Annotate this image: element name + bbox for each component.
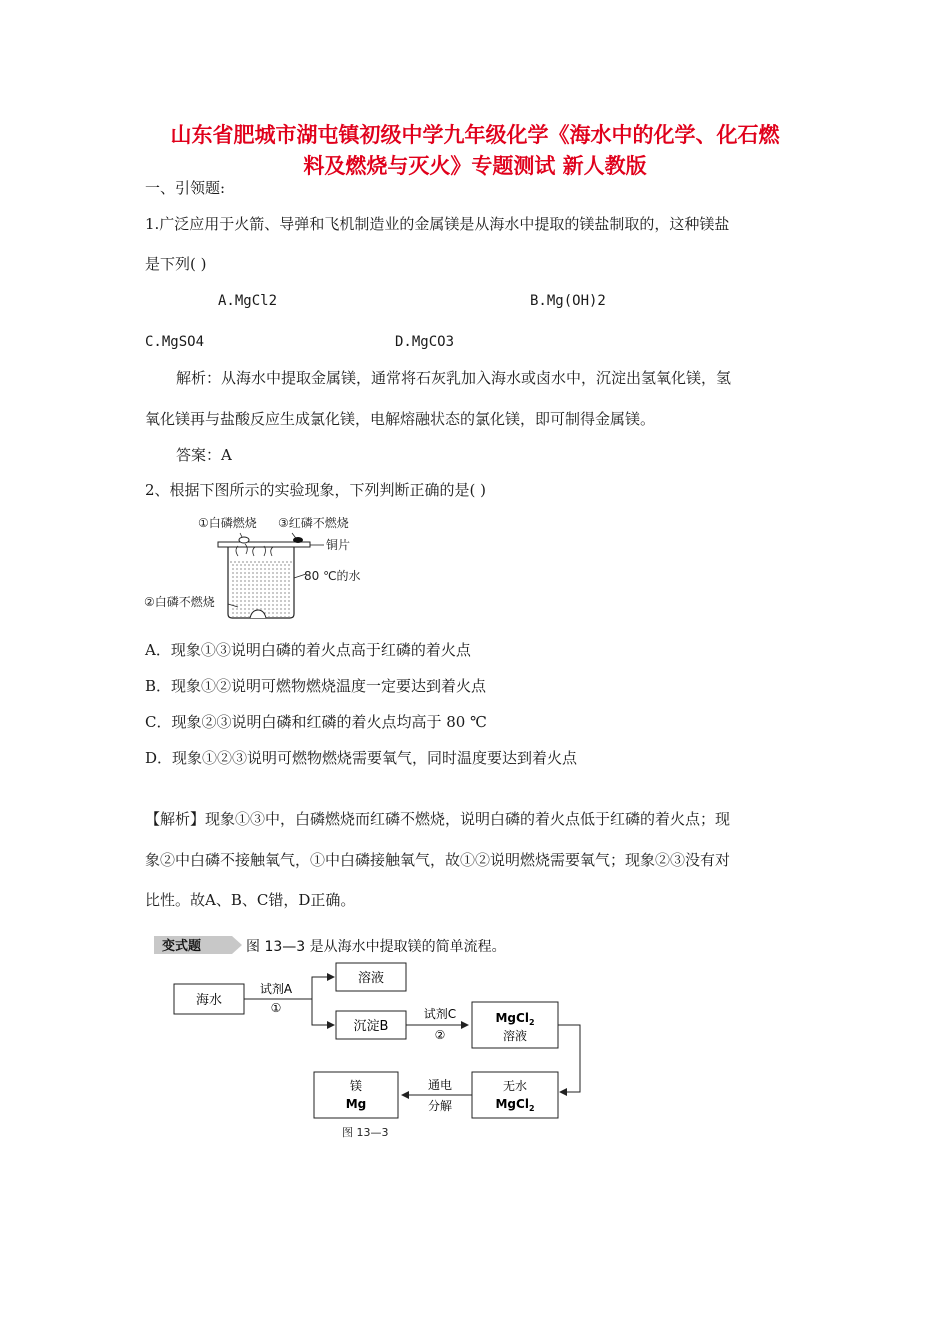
magnesium-symbol: Mg <box>345 1097 367 1111</box>
q2-option-b: B．现象①②说明可燃物燃烧温度一定要达到着火点 <box>145 677 487 695</box>
label-80c-water: 80 ℃的水 <box>304 569 361 583</box>
q1-option-a: A.MgCl2 <box>218 293 278 309</box>
step-1-label: ① <box>270 1001 282 1015</box>
combustion-experiment-figure <box>140 512 380 620</box>
anhydrous-formula: MgCl$_2$ <box>495 1097 535 1113</box>
label-white-phosphorus-not-burning: ②白磷不燃烧 <box>144 595 215 609</box>
label-white-phosphorus-burning: ①白磷燃烧 <box>198 516 257 530</box>
q2-option-c: C．现象②③说明白磷和红磷的着火点均高于 80 ℃ <box>145 713 487 731</box>
q2-analysis-line-3: 比性。故A、B、C错，D正确。 <box>145 891 356 909</box>
decompose-label: 分解 <box>427 1099 453 1113</box>
electrify-label: 通电 <box>427 1078 453 1092</box>
mgcl2-solution-formula: MgCl$_2$ <box>495 1011 535 1027</box>
magnesium-label: 镁 <box>349 1079 363 1093</box>
question-1-line-1: 1.广泛应用于火箭、导弹和飞机制造业的金属镁是从海水中提取的镁盐制取的，这种镁盐 <box>145 215 730 233</box>
q1-analysis-line-2: 氧化镁再与盐酸反应生成氯化镁，电解熔融状态的氯化镁，即可制得金属镁。 <box>145 410 656 428</box>
reagent-a-label: 试剂A <box>259 982 293 996</box>
variant-text: 图 13—3 是从海水中提取镁的简单流程。 <box>246 939 506 955</box>
variant-tag: 变式题 <box>162 939 202 954</box>
q2-analysis-line-2: 象②中白磷不接触氧气，①中白磷接触氧气，故①②说明燃烧需要氧气；现象②③没有对 <box>145 851 731 869</box>
section-heading: 一、引领题: <box>145 179 226 197</box>
seawater-label: 海水 <box>195 993 223 1008</box>
q2-option-a: A．现象①③说明白磷的着火点高于红磷的着火点 <box>145 641 471 659</box>
title-line-1: 山东省肥城市湖屯镇初级中学九年级化学《海水中的化学、化石燃 <box>170 123 780 147</box>
precipitate-label: 沉淀B <box>353 1019 389 1034</box>
q2-analysis-line-1: 【解析】现象①③中，白磷燃烧而红磷不燃烧，说明白磷的着火点低于红磷的着火点；现 <box>145 810 731 828</box>
q1-answer: 答案：A <box>176 446 232 464</box>
question-1-line-2: 是下列( ) <box>145 255 207 273</box>
q1-option-b: B.Mg(OH)2 <box>530 293 606 309</box>
red-phosphorus-on-plate <box>293 537 303 543</box>
mgcl2-solution-label: 溶液 <box>502 1029 528 1043</box>
magnesium-extraction-flowchart <box>150 930 670 1142</box>
q1-analysis-line-1: 解析：从海水中提取金属镁，通常将石灰乳加入海水或卤水中，沉淀出氢氧化镁，氢 <box>176 369 732 387</box>
flowchart-caption: 图 13—3 <box>342 1126 389 1139</box>
solution-label: 溶液 <box>357 971 385 986</box>
title-line-2: 料及燃烧与灭火》专题测试 新人教版 <box>303 154 647 178</box>
hot-water <box>230 562 292 617</box>
question-2-stem: 2、根据下图所示的实验现象，下列判断正确的是( ) <box>145 481 487 499</box>
reagent-c-label: 试剂C <box>423 1007 457 1021</box>
label-copper-plate: 铜片 <box>326 538 351 552</box>
step-2-label: ② <box>434 1028 446 1042</box>
anhydrous-label: 无水 <box>502 1079 528 1093</box>
q2-option-d: D．现象①②③说明可燃物燃烧需要氧气，同时温度要达到着火点 <box>145 749 578 767</box>
label-red-phosphorus-not-burning: ③红磷不燃烧 <box>278 516 349 530</box>
q1-option-c: C.MgSO4 <box>145 334 205 350</box>
white-phosphorus-on-plate <box>239 537 249 543</box>
document-title <box>140 120 810 182</box>
q1-option-d: D.MgCO3 <box>395 334 455 350</box>
